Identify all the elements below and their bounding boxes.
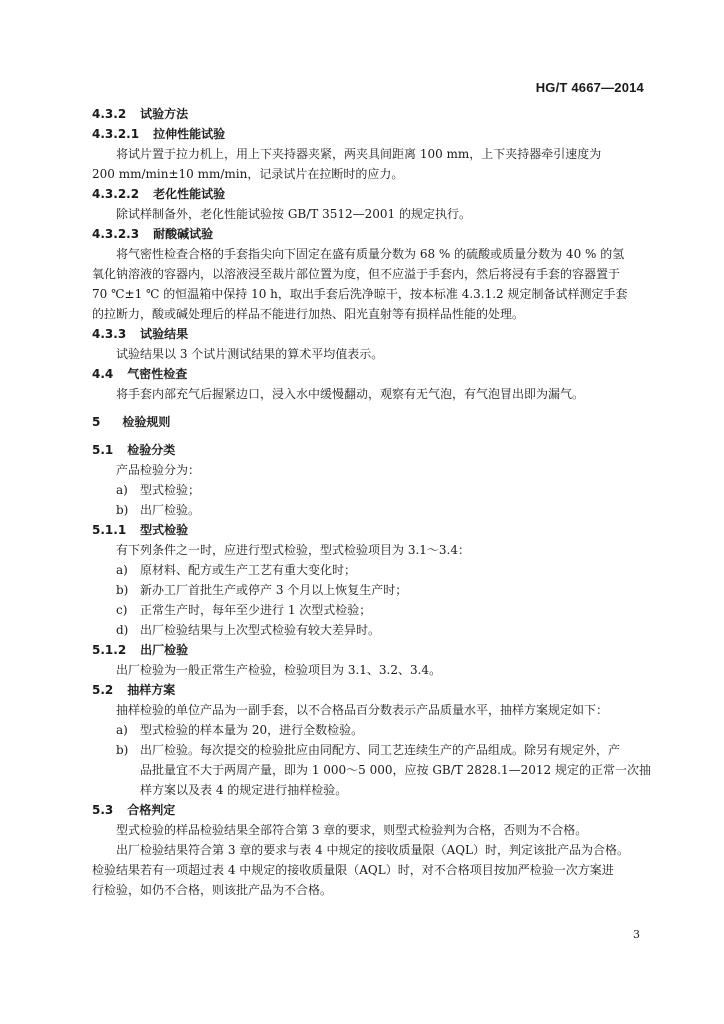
list-marker: b) — [116, 503, 129, 517]
page-number: 3 — [633, 928, 640, 941]
section-number: 5.1.1 — [92, 523, 127, 537]
section-heading — [92, 800, 652, 820]
section-gap — [92, 404, 652, 412]
section-heading — [92, 224, 652, 244]
paragraph-line: 70 ℃±1 ℃ 的恒温箱中保持 10 h，取出手套后洗净晾干，按本标准 4.3.1.2 规定制备试样测定手套 — [92, 287, 628, 301]
section-heading — [92, 124, 652, 144]
list-marker: b) — [116, 743, 129, 757]
paragraph-line: 的拉断力，酸或碱处理后的样品不能进行加热、阳光直射等有损样品性能的处理。 — [92, 307, 525, 321]
section-title: 抽样方案 — [127, 683, 176, 697]
section-heading — [92, 324, 652, 344]
section-number: 5.1.2 — [92, 643, 127, 657]
list-item-text: 出厂检验。 — [140, 503, 201, 517]
paragraph-line: 行检验，如仍不合格，则该批产品为不合格。 — [92, 883, 333, 897]
section-number: 4.4 — [92, 367, 114, 381]
section-title: 检验规则 — [122, 415, 171, 429]
list-item — [92, 720, 652, 740]
paragraph-line: 品批量宜不大于两周产量，即为 1 000～5 000，应按 GB/T 2828.1—2012 规定的正常一次抽 — [140, 763, 651, 777]
paragraph-line: 将手套内部充气后握紧边口，浸入水中缓慢翻动，观察有无气泡，有气泡冒出即为漏气。 — [116, 387, 585, 401]
section-title: 耐酸碱试验 — [153, 227, 214, 241]
list-marker: a) — [116, 723, 128, 737]
section-title: 试验结果 — [140, 327, 189, 341]
section-number: 4.3.3 — [92, 327, 127, 341]
list-item-text: 新办工厂首批生产或停产 3 个月以上恢复生产时； — [140, 583, 408, 597]
list-item-text: 原材料、配方或生产工艺有重大变化时； — [140, 563, 357, 577]
paragraph-line: 将气密性检查合格的手套指尖向下固定在盛有质量分数为 68 % 的硫酸或质量分数为 40 % 的氢 — [116, 247, 625, 261]
document-body — [92, 104, 652, 900]
section-number: 5.1 — [92, 443, 114, 457]
section-title: 合格判定 — [127, 803, 176, 817]
list-item — [92, 480, 652, 500]
section-heading — [92, 184, 652, 204]
section-title: 型式检验 — [140, 523, 189, 537]
list-item — [92, 740, 652, 760]
section-number: 4.3.2.3 — [92, 227, 140, 241]
paragraph-line: 氧化钠溶液的容器内，以溶液浸至裁片部位置为度，但不应溢于手套内，然后将浸有手套的容器置于 — [92, 267, 621, 281]
section-number: 4.3.2.1 — [92, 127, 140, 141]
section-title: 检验分类 — [127, 443, 176, 457]
section-heading — [92, 640, 652, 660]
list-marker: b) — [116, 583, 129, 597]
section-number: 5.2 — [92, 683, 114, 697]
paragraph-line: 抽样检验的单位产品为一副手套，以不合格品百分数表示产品质量水平，抽样方案规定如下： — [116, 703, 609, 717]
list-item-text: 型式检验； — [140, 483, 201, 497]
list-item — [92, 500, 652, 520]
paragraph-line: 出厂检验结果符合第 3 章的要求与表 4 中规定的接收质量限（AQL）时，判定该批产品为合格。 — [116, 843, 630, 857]
list-item — [92, 600, 652, 620]
section-title: 拉伸性能试验 — [153, 127, 226, 141]
list-marker: a) — [116, 483, 128, 497]
paragraph-line: 试验结果以 3 个试片测试结果的算术平均值表示。 — [116, 347, 384, 361]
section-title: 出厂检验 — [140, 643, 189, 657]
paragraph-line: 型式检验的样品检验结果全部符合第 3 章的要求，则型式检验判为合格，否则为不合格。 — [116, 823, 588, 837]
section-gap — [92, 432, 652, 440]
list-item-text: 出厂检验结果与上次型式检验有较大差异时。 — [140, 623, 381, 637]
section-title: 试验方法 — [140, 107, 189, 121]
paragraph-line: 产品检验分为： — [116, 463, 201, 477]
section-heading — [92, 364, 652, 384]
list-marker: d) — [116, 623, 129, 637]
paragraph-line: 有下列条件之一时，应进行型式检验，型式检验项目为 3.1～3.4： — [116, 543, 470, 557]
list-marker: a) — [116, 563, 128, 577]
list-item-text: 正常生产时，每年至少进行 1 次型式检验； — [140, 603, 372, 617]
section-heading — [92, 680, 652, 700]
paragraph-line: 检验结果若有一项超过表 4 中规定的接收质量限（AQL）时，对不合格项目按加严检验一次方案进 — [92, 863, 614, 877]
paragraph-line: 将试片置于拉力机上，用上下夹持器夹紧，两夹具间距离 100 mm，上下夹持器牵引速度为 — [116, 147, 602, 161]
section-heading — [92, 520, 652, 540]
paragraph-line: 出厂检验为一般正常生产检验，检验项目为 3.1、3.2、3.4。 — [116, 663, 442, 677]
list-item — [92, 560, 652, 580]
list-item-text: 出厂检验。每次提交的检验批应由同配方、同工艺连续生产的产品组成。除另有规定外，产 — [140, 743, 621, 757]
standard-code: HG/T 4667—2014 — [535, 80, 644, 95]
list-item-text: 型式检验的样本量为 20，进行全数检验。 — [140, 723, 364, 737]
paragraph-line: 除试样制备外，老化性能试验按 GB/T 3512—2001 的规定执行。 — [116, 207, 471, 221]
section-title: 老化性能试验 — [153, 187, 226, 201]
section-number: 5 — [92, 415, 101, 429]
section-title: 气密性检查 — [127, 367, 188, 381]
list-item — [92, 620, 652, 640]
section-number: 4.3.2.2 — [92, 187, 140, 201]
section-heading — [92, 104, 652, 124]
list-marker: c) — [116, 603, 128, 617]
section-number: 4.3.2 — [92, 107, 127, 121]
paragraph-line: 样方案以及表 4 的规定进行抽样检验。 — [140, 783, 348, 797]
section-number: 5.3 — [92, 803, 114, 817]
list-item — [92, 580, 652, 600]
section-heading — [92, 440, 652, 460]
section-heading — [92, 412, 652, 432]
paragraph-line: 200 mm/min±10 mm/min，记录试片在拉断时的应力。 — [92, 167, 404, 181]
